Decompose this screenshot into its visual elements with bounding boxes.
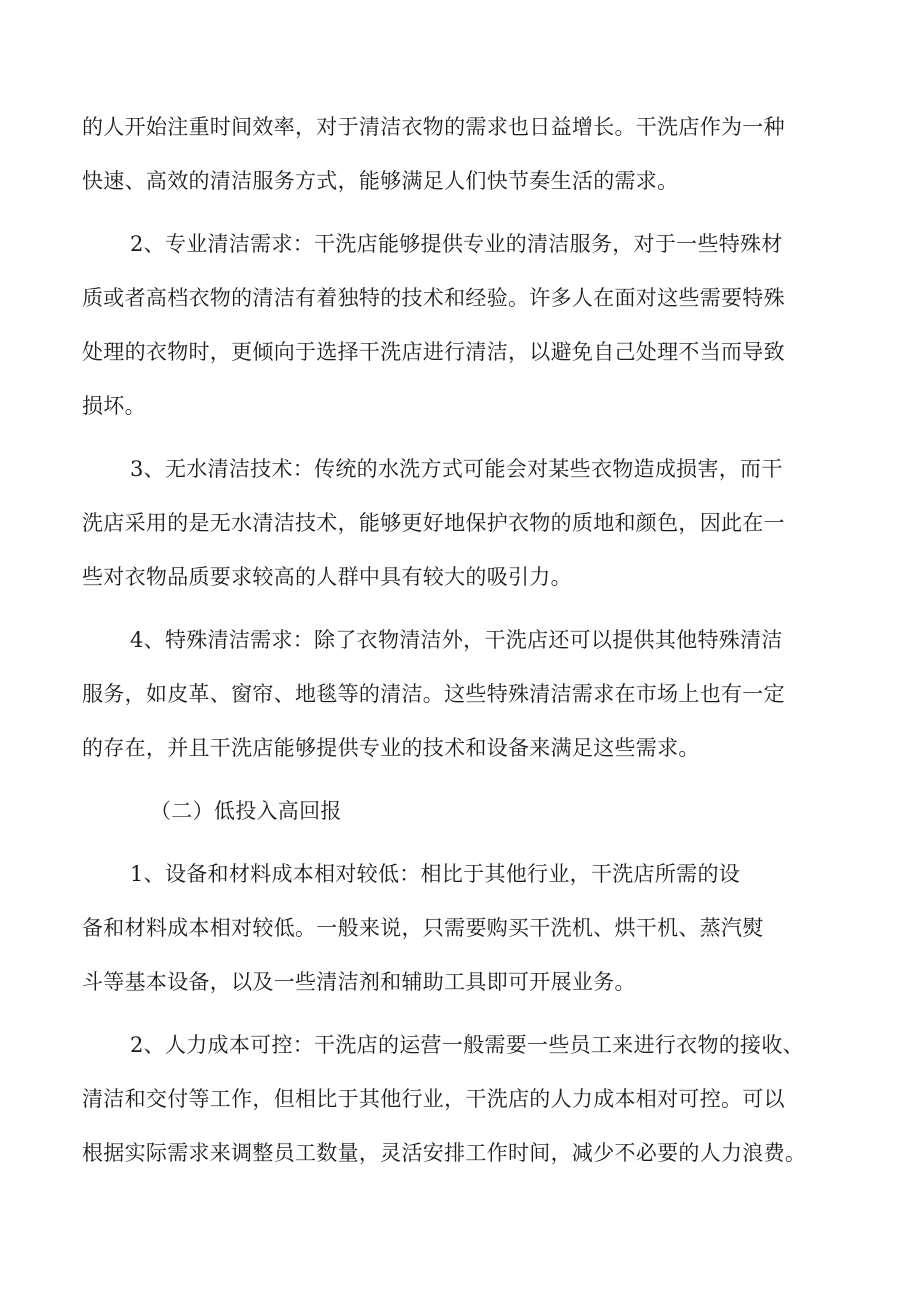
paragraph-line: 4、特殊清洁需求：除了衣物清洁外，干洗店还可以提供其他特殊清洁 bbox=[130, 628, 783, 652]
paragraph-line: 处理的衣物时，更倾向于选择干洗店进行清洁，以避免自己处理不当而导致 bbox=[82, 340, 785, 364]
paragraph-line: 清洁和交付等工作，但相比于其他行业，干洗店的人力成本相对可控。可以 bbox=[82, 1087, 785, 1111]
paragraph-line: 3、无水清洁技术：传统的水洗方式可能会对某些衣物造成损害，而干 bbox=[130, 457, 783, 481]
paragraph-line: 快速、高效的清洁服务方式，能够满足人们快节奏生活的需求。 bbox=[82, 169, 679, 193]
paragraph-line: 损坏。 bbox=[82, 394, 146, 418]
paragraph-line: 的存在，并且干洗店能够提供专业的技术和设备来满足这些需求。 bbox=[82, 736, 700, 760]
paragraph-line: 备和材料成本相对较低。一般来说，只需要购买干洗机、烘干机、蒸汽熨 bbox=[82, 916, 764, 940]
paragraph-line: 2、人力成本可控：干洗店的运营一般需要一些员工来进行衣物的接收、 bbox=[130, 1033, 804, 1057]
paragraph-line: 斗等基本设备，以及一些清洁剂和辅助工具即可开展业务。 bbox=[82, 970, 636, 994]
paragraph-line: 质或者高档衣物的清洁有着独特的技术和经验。许多人在面对这些需要特殊 bbox=[82, 286, 785, 310]
paragraph-line: 服务，如皮革、窗帘、地毯等的清洁。这些特殊清洁需求在市场上也有一定 bbox=[82, 682, 785, 706]
paragraph-line: 些对衣物品质要求较高的人群中具有较大的吸引力。 bbox=[82, 565, 572, 589]
section-heading: （二）低投入高回报 bbox=[150, 799, 342, 823]
paragraph-line: 1、设备和材料成本相对较低：相比于其他行业，干洗店所需的设 bbox=[130, 862, 741, 886]
paragraph-line: 2、专业清洁需求：干洗店能够提供专业的清洁服务，对于一些特殊材 bbox=[130, 232, 783, 256]
paragraph-line: 的人开始注重时间效率，对于清洁衣物的需求也日益增长。干洗店作为一种 bbox=[82, 115, 785, 139]
paragraph-line: 根据实际需求来调整员工数量，灵活安排工作时间，减少不必要的人力浪费。 bbox=[82, 1141, 807, 1165]
paragraph-line: 洗店采用的是无水清洁技术，能够更好地保护衣物的质地和颜色，因此在一 bbox=[82, 511, 785, 535]
